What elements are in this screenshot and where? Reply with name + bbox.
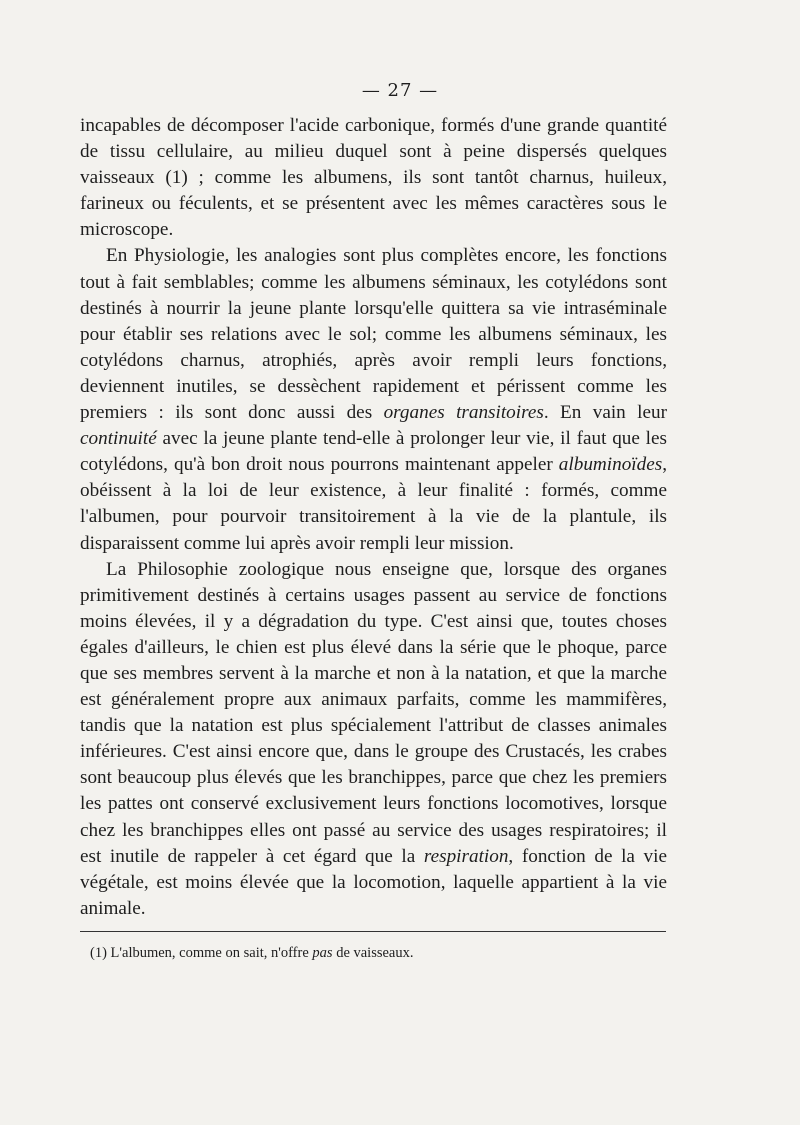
text-run: (1) L'albumen, comme on sait, n'offre xyxy=(90,945,313,961)
text-run: En Physiologie, les analogies sont plus complètes encore, les fonctions tout à fait semblables; comme les albumens séminaux, les cotylédons sont destinés à nourrir la jeune plante lorsqu'elle quittera sa vie intraséminale pour établir ses relations avec le sol; comme les albumens séminaux, les cotylédons charnus, atrophiés, après avoir rempli leurs fonctions, deviennent inutiles, se dessèchent rapidement et périssent comme les premiers : ils sont donc aussi des xyxy=(80,245,667,424)
paragraph-zoology xyxy=(80,557,667,922)
italic-text: albuminoïdes xyxy=(558,454,663,476)
footnote-divider xyxy=(80,931,666,932)
text-run: incapables de décomposer l'acide carbonique, formés d'une grande quantité de tissu cellulaire, au milieu duquel sont à peine dispersés quelques vaisseaux (1) ; comme les albumens, ils sont tantôt charnus, huileux, farineux ou féculents, et se présentent avec les mêmes caractères sous le microscope. xyxy=(80,115,667,241)
italic-text: organes transitoires xyxy=(383,402,544,424)
body-text xyxy=(80,113,667,922)
text-run: . En vain leur xyxy=(543,402,667,424)
text-run: avec la jeune plante tend-elle à prolonger leur vie, il faut que les cotylédons, qu'à bon droit nous pourrons maintenant appeler xyxy=(80,428,667,476)
text-run: , fonction de la vie végétale, est moins élevée que la locomotion, laquelle appartient à la vie animale. xyxy=(80,845,668,919)
italic-text: respiration xyxy=(423,845,509,867)
italic-text: pas xyxy=(312,945,333,961)
italic-text: continuité xyxy=(80,428,157,450)
paragraph-physiology xyxy=(80,243,667,556)
page-number: — 27 — xyxy=(361,80,439,101)
paragraph-continuation xyxy=(80,113,667,243)
text-run: de vaisseaux. xyxy=(332,945,414,961)
footnote xyxy=(90,945,665,962)
text-run: La Philosophie zoologique nous enseigne que, lorsque des organes primitivement destinés à certains usages passent au service de fonctions moins élevées, il y a dégradation du type. C'est ainsi que, toutes choses égales d'ailleurs, le chien est plus élevé dans la série que le phoque, parce que ses membres servent à la marche et non à la natation, et que la marche est généralement propre aux animaux parfaits, comme les mammifères, tandis que la natation est plus spécialement l'attribut de classes animales inférieures. C'est ainsi encore que, dans le groupe des Crustacés, les crabes sont beaucoup plus élevés que les branchippes, parce que chez les premiers les pattes ont conservé exclusivement leurs fonctions locomotives, lorsque chez les branchippes elles ont passé au service des usages respiratoires; il est inutile de rappeler à cet égard que la xyxy=(80,558,667,867)
text-run: , obéissent à la loi de leur existence, à leur finalité : formés, comme l'albumen, pour pourvoir transitoirement à la vie de la plantule, ils disparaissent comme lui après avoir rempli leur mission. xyxy=(80,454,667,554)
